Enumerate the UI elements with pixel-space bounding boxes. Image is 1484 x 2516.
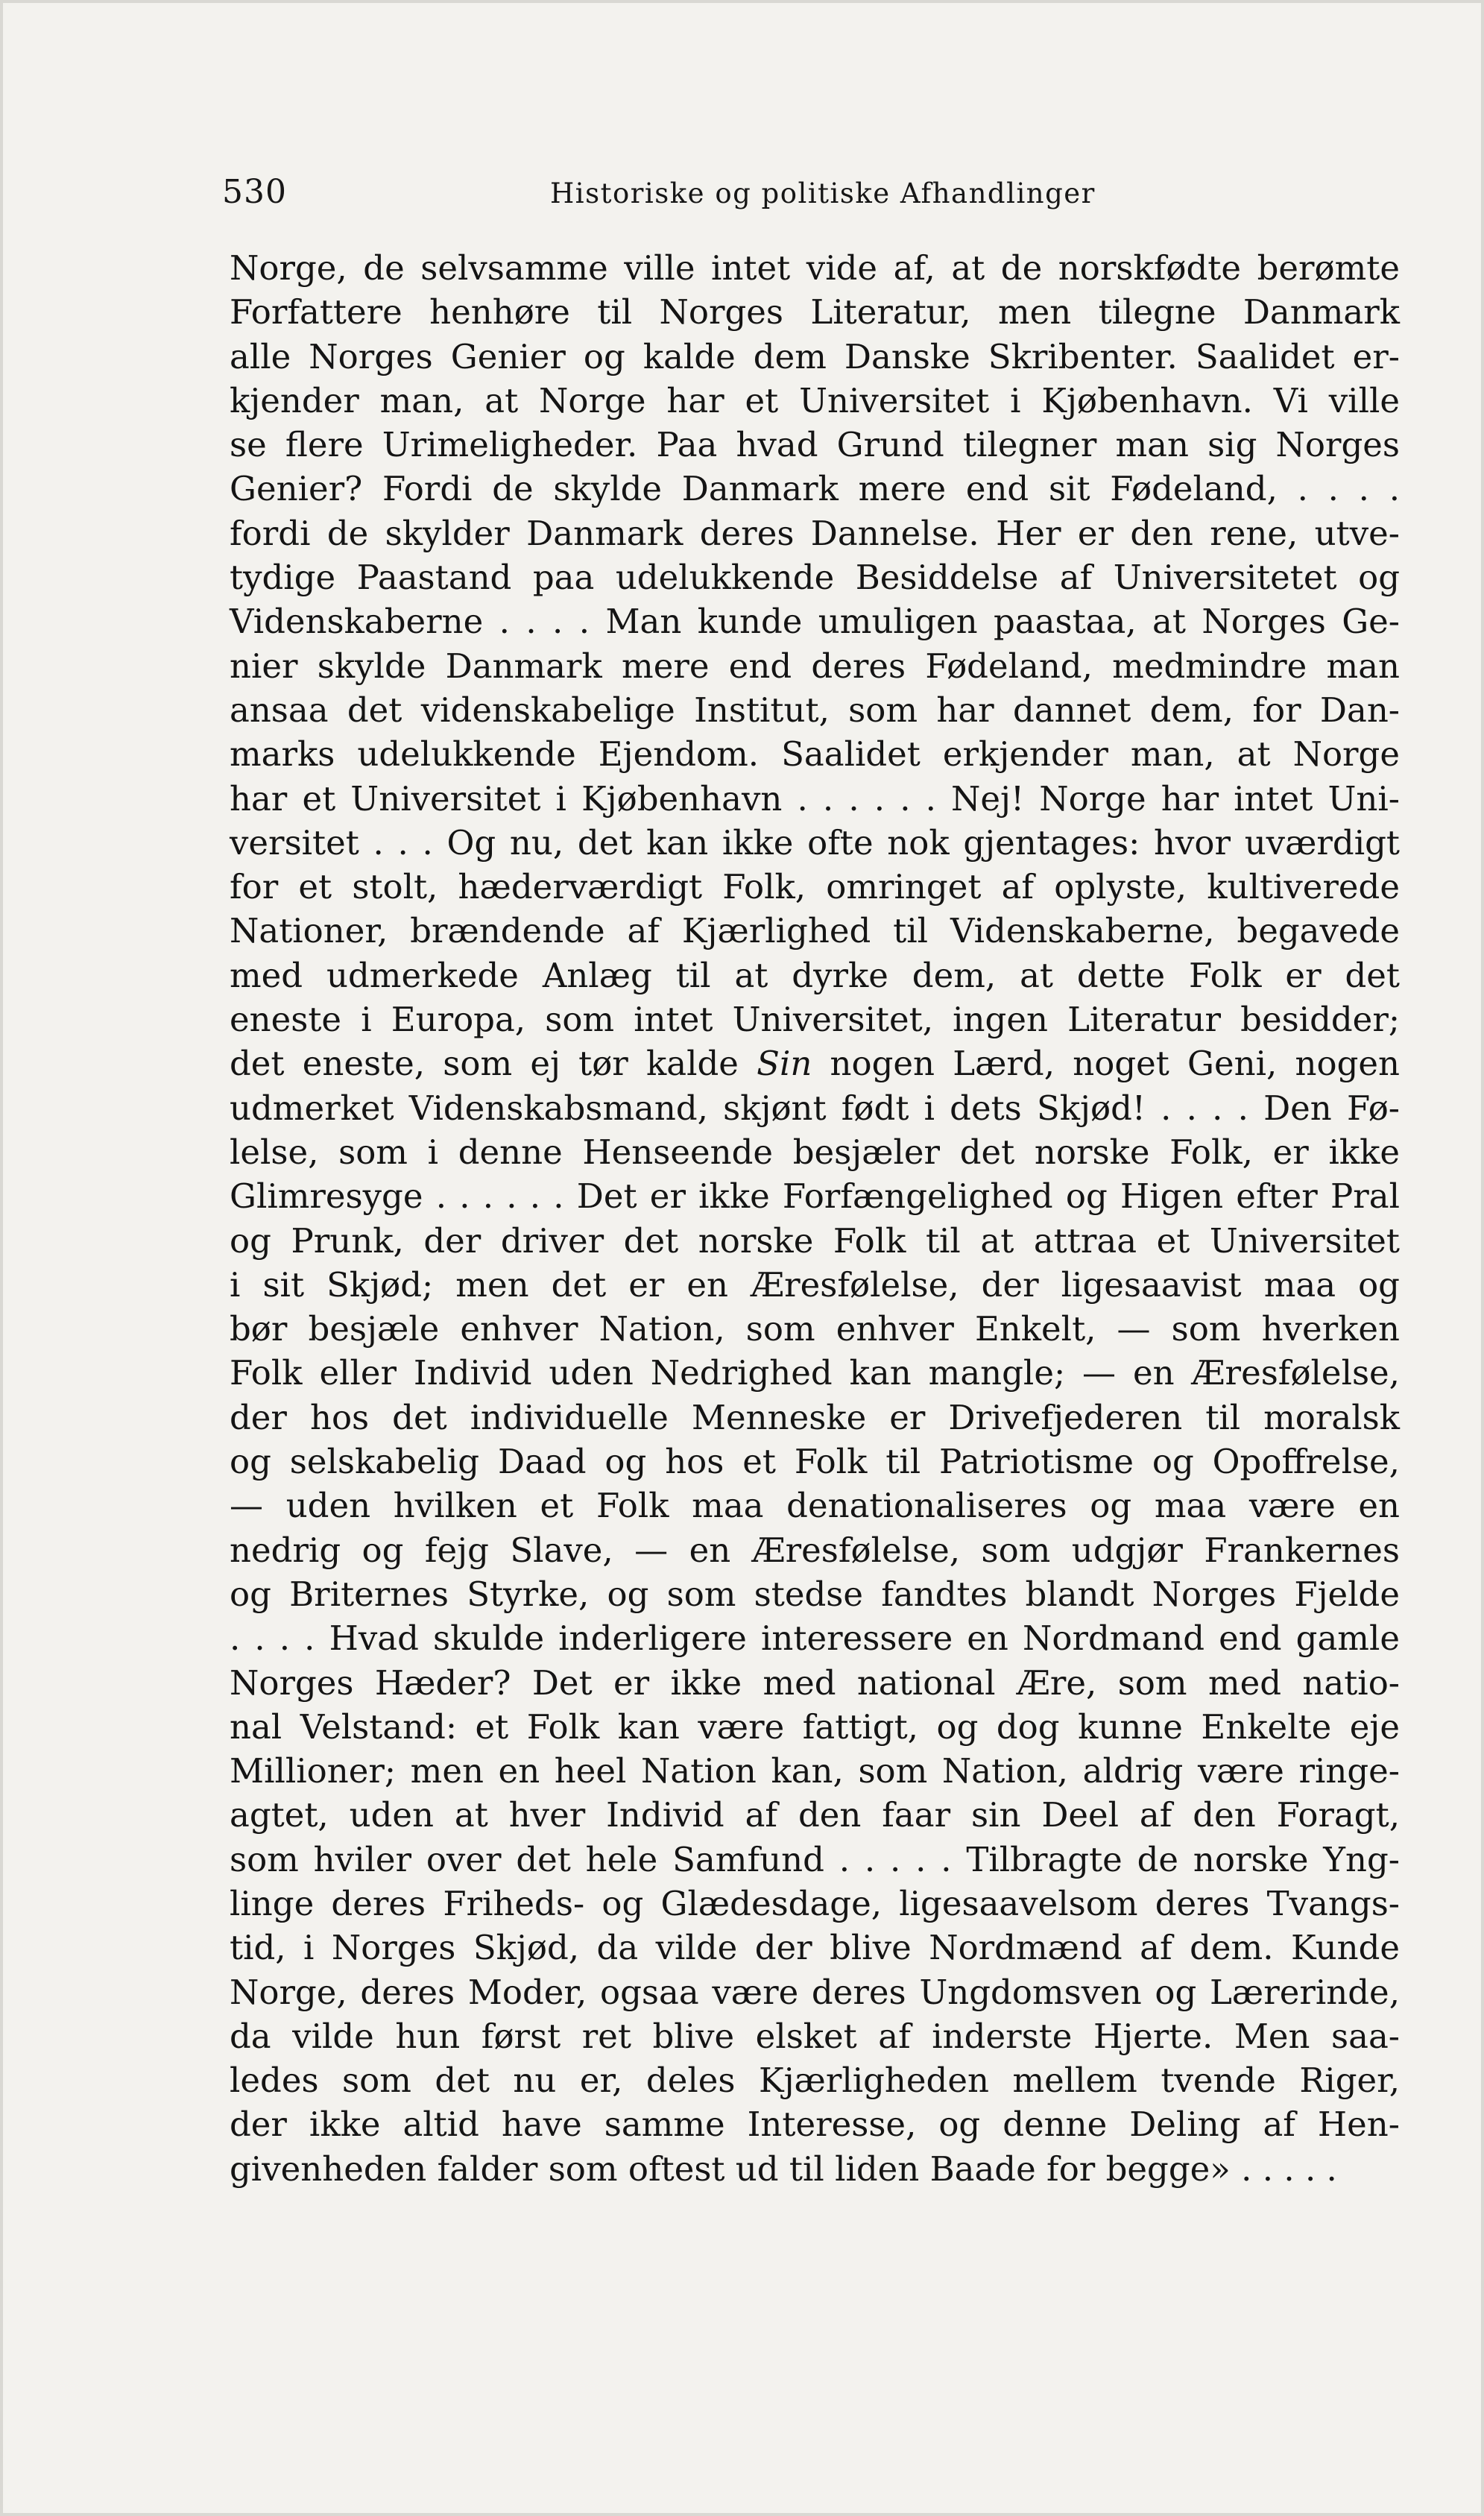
text-line: ledes som det nu er, deles Kjærligheden mellem tvende Riger, bbox=[230, 2061, 1400, 2101]
text-line: alle Norges Genier og kalde dem Danske Skribenter. Saalidet er- bbox=[230, 336, 1400, 376]
text-line: bør besjæle enhver Nation, som enhver Enkelt, — som hverken bbox=[230, 1309, 1400, 1349]
running-title: Historiske og politiske Afhandlinger bbox=[550, 177, 1096, 209]
text-line: da vilde hun først ret blive elsket af inderste Hjerte. Men saa- bbox=[230, 2016, 1400, 2056]
text-line: fordi de skylder Danmark deres Dannelse. Her er den rene, utve- bbox=[230, 513, 1400, 553]
text-line: og selskabelig Daad og hos et Folk til Patriotisme og Opoffrelse, bbox=[230, 1442, 1400, 1482]
text-line: der ikke altid have samme Interesse, og denne Deling af Hen- bbox=[230, 2104, 1400, 2145]
text-line: Norges Hæder? Det er ikke med national Ære, som med natio- bbox=[230, 1662, 1400, 1703]
text-line: tid, i Norges Skjød, da vilde der blive Nordmænd af dem. Kunde bbox=[230, 1928, 1400, 1968]
text-line: marks udelukkende Ejendom. Saalidet erkjender man, at Norge bbox=[230, 734, 1400, 775]
text-line: Millioner; men en heel Nation kan, som Nation, aldrig være ringe- bbox=[230, 1751, 1400, 1791]
text-line: eneste i Europa, som intet Universitet, ingen Literatur besidder; bbox=[230, 1000, 1400, 1040]
page-number: 530 bbox=[222, 173, 287, 211]
text-line: Videnskaberne . . . . Man kunde umuligen paastaa, at Norges Ge- bbox=[230, 602, 1400, 642]
page-header bbox=[222, 173, 1400, 218]
text-line: har et Universitet i Kjøbenhavn . . . . . . Nej! Norge har intet Uni- bbox=[230, 778, 1400, 819]
text-segment: nogen Lærd, noget Geni, nogen bbox=[812, 1044, 1400, 1084]
text-line: udmerket Videnskabsmand, skjønt født i dets Skjød! . . . . Den Fø- bbox=[230, 1088, 1400, 1128]
text-line: Norge, de selvsamme ville intet vide af, at de norskfødte berømte bbox=[230, 248, 1400, 288]
text-line: versitet . . . Og nu, det kan ikke ofte nok gjentages: hvor uværdigt bbox=[230, 822, 1400, 863]
text-line: Glimresyge . . . . . . Det er ikke Forfængelighed og Higen efter Pral bbox=[230, 1176, 1400, 1217]
text-line: kjender man, at Norge har et Universitet i Kjøbenhavn. Vi ville bbox=[230, 380, 1400, 420]
text-line: ansaa det videnskabelige Institut, som har dannet dem, for Dan- bbox=[230, 690, 1400, 730]
text-line: Nationer, brændende af Kjærlighed til Videnskaberne, begavede bbox=[230, 911, 1400, 951]
text-line: Folk eller Individ uden Nedrighed kan mangle; — en Æresfølelse, bbox=[230, 1353, 1400, 1393]
italic-word: Sin bbox=[757, 1044, 812, 1084]
text-line: og Briternes Styrke, og som stedse fandtes blandt Norges Fjelde bbox=[230, 1574, 1400, 1614]
text-line: linge deres Friheds- og Glædesdage, ligesaavelsom deres Tvangs- bbox=[230, 1883, 1400, 1923]
text-line: . . . . Hvad skulde inderligere interessere en Nordmand end gamle bbox=[230, 1618, 1400, 1659]
text-line: som hviler over det hele Samfund . . . . . Tilbragte de norske Yng- bbox=[230, 1839, 1400, 1879]
text-line: i sit Skjød; men det er en Æresfølelse, der ligesaavist maa og bbox=[230, 1264, 1400, 1305]
text-line: Forfattere henhøre til Norges Literatur, men tilegne Danmark bbox=[230, 292, 1400, 332]
text-line bbox=[230, 1041, 1400, 1085]
text-line: se flere Urimeligheder. Paa hvad Grund tilegner man sig Norges bbox=[230, 425, 1400, 465]
text-segment: det eneste, som ej tør kalde bbox=[230, 1044, 757, 1084]
text-line: tydige Paastand paa udelukkende Besiddelse af Universitetet og bbox=[230, 558, 1400, 598]
text-line: nedrig og fejg Slave, — en Æresfølelse, som udgjør Frankernes bbox=[230, 1530, 1400, 1570]
text-line: lelse, som i denne Henseende besjæler det norske Folk, er ikke bbox=[230, 1132, 1400, 1172]
text-line: agtet, uden at hver Individ af den faar sin Deel af den Foragt, bbox=[230, 1795, 1400, 1835]
text-line: med udmerkede Anlæg til at dyrke dem, at dette Folk er det bbox=[230, 955, 1400, 995]
text-line: og Prunk, der driver det norske Folk til at attraa et Universitet bbox=[230, 1220, 1400, 1261]
text-line: givenheden falder som oftest ud til liden Baade for begge» . . . . . bbox=[230, 2148, 1337, 2189]
text-line: nier skylde Danmark mere end deres Fødeland, medmindre man bbox=[230, 646, 1400, 686]
body-text bbox=[230, 246, 1400, 2191]
text-line: Genier? Fordi de skylde Danmark mere end sit Fødeland, . . . . bbox=[230, 469, 1400, 509]
text-line: der hos det individuelle Menneske er Drivefjederen til moralsk bbox=[230, 1397, 1400, 1437]
text-line: nal Velstand: et Folk kan være fattigt, og dog kunne Enkelte eje bbox=[230, 1706, 1400, 1747]
text-line: Norge, deres Moder, ogsaa være deres Ungdomsven og Lærerinde, bbox=[230, 1972, 1400, 2012]
text-line: — uden hvilken et Folk maa denationaliseres og maa være en bbox=[230, 1486, 1400, 1526]
text-line: for et stolt, hæderværdigt Folk, omringet af oplyste, kultiverede bbox=[230, 867, 1400, 907]
